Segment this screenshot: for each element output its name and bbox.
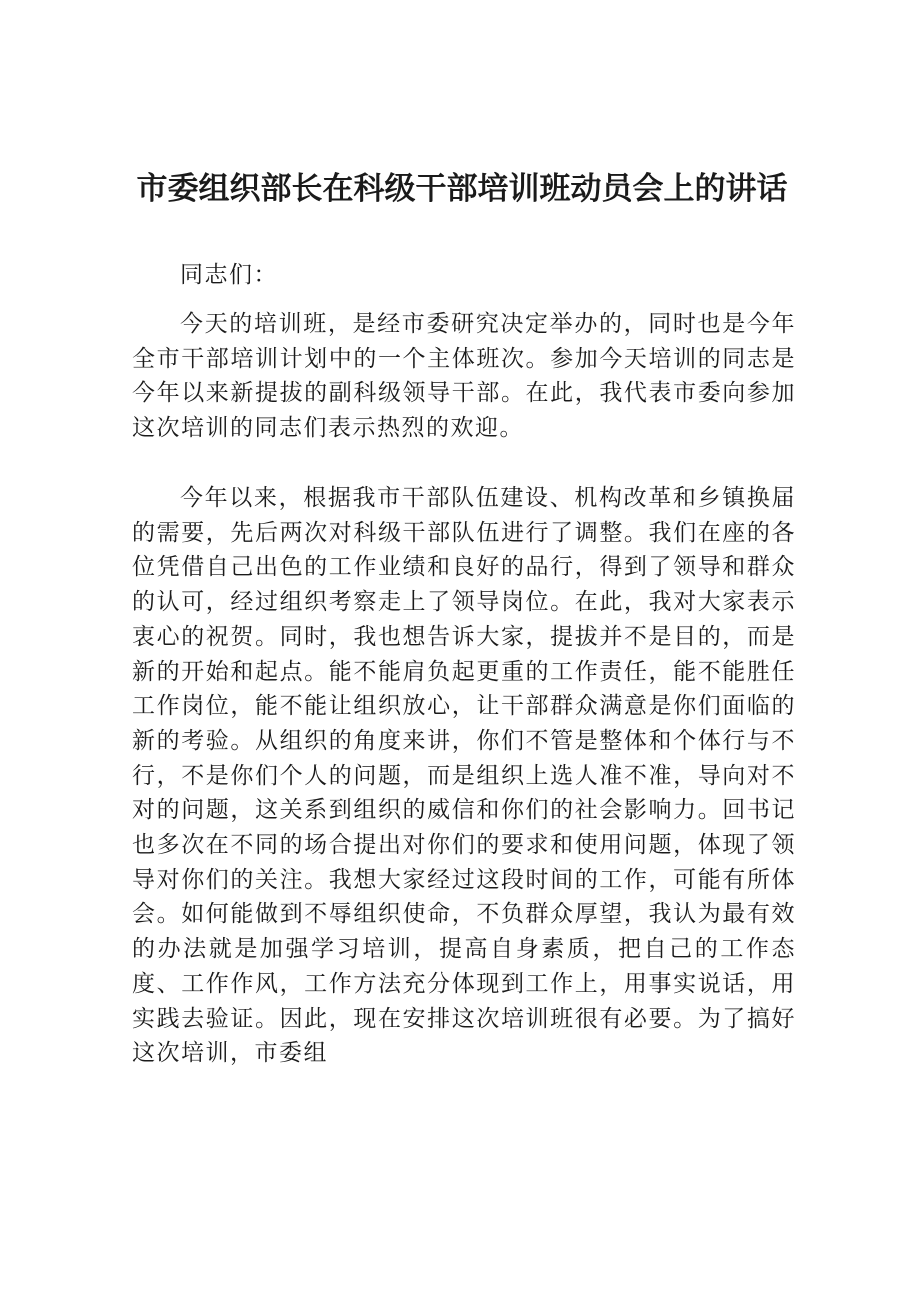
salutation: 同志们： — [180, 262, 278, 288]
paragraph-2: 今年以来，根据我市干部队伍建设、机构改革和乡镇换届的需要，先后两次对科级干部队伍进行了调整。我们在座的各位凭借自己出色的工作业绩和良好的品行，得到了领导和群众的认可，经过组织考察走上了领导岗位。在此，我对大家表示衷心的祝贺。同时，我也想告诉大家，提拔并不是目的，而是新的开始和起点。能不能肩负起更重的工作责任，能不能胜任工作岗位，能不能让组织放心，让干部群众满意是你们面临的新的考验。从组织的角度来讲，你们不管是整体和个体行与不行，不是你们个人的问题，而是组织上选人准不准，导向对不对的问题，这关系到组织的威信和你们的社会影响力。回书记也多次在不同的场合提出对你们的要求和使用问题，体现了领导对你们的关注。我想大家经过这段时间的工作，可能有所体会。如何能做到不辱组织使命，不负群众厚望，我认为最有效的办法就是加强学习培训，提高自身素质，把自己的工作态度、工作作风，工作方法充分体现到工作上，用事实说话，用实践去验证。因此，现在安排这次培训班很有必要。为了搞好这次培训，市委组 — [132, 485, 796, 1067]
document-title: 市委组织部长在科级干部培训班动员会上的讲话 — [136, 171, 788, 207]
paragraph-1: 今天的培训班，是经市委研究决定举办的，同时也是今年全市干部培训计划中的一个主体班次。参加今天培训的同志是今年以来新提拔的副科级领导干部。在此，我代表市委向参加这次培训的同志们表示热烈的欢迎。 — [132, 311, 796, 442]
